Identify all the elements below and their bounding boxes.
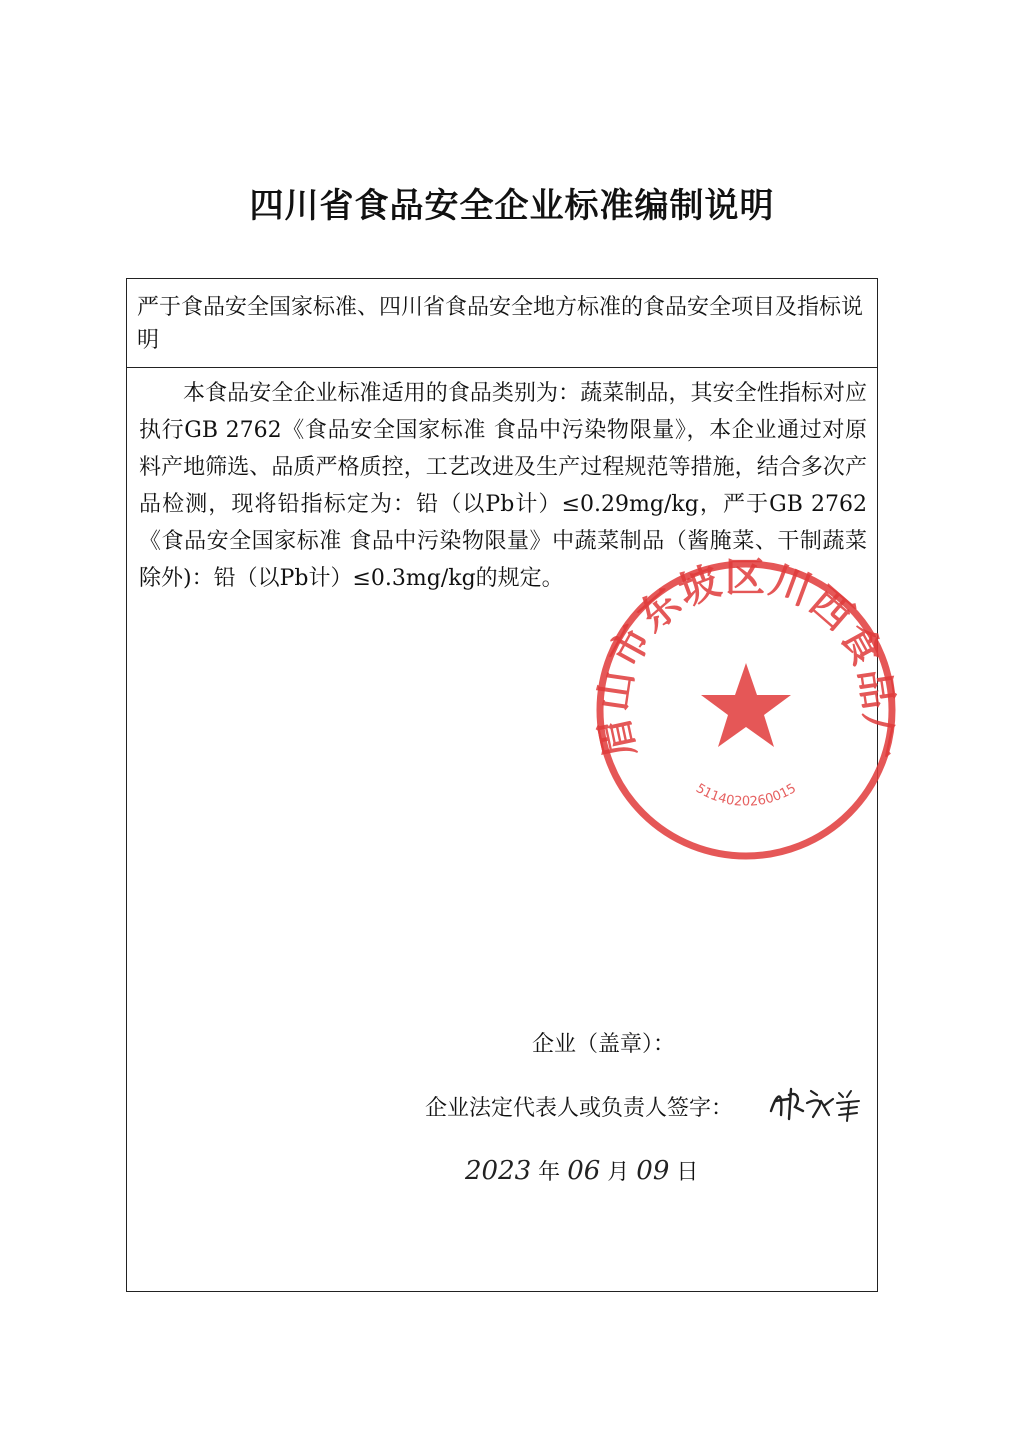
svg-text:5114020260015 (693, 781, 799, 810)
explanation-table (126, 278, 901, 1292)
signing-date (465, 1155, 698, 1186)
explanation-paragraph: 本食品安全企业标准适用的食品类别为：蔬菜制品，其安全性指标对应执行GB 2762《食品安全国家标准 食品中污染物限量》，本企业通过对原料产地筛选、品质严格质控，工艺改进及生产过程规范等措施，结合多次产品检测，现将铅指标定为：铅（以Pb计）≤0.29mg/kg，严于GB 2762《食品安全国家标准 食品中污染物限量》中蔬菜制品（酱腌菜、干制蔬菜除外)：铅（以Pb计）≤0.3mg/kg的规定。 (139, 381, 867, 591)
table-header-cell: 严于食品安全国家标准、四川省食品安全地方标准的食品安全项目及指标说明 (127, 279, 877, 368)
seal-number: 5114020260015 (693, 781, 799, 810)
date-month: 06 (567, 1156, 601, 1186)
company-seal-stamp (591, 555, 901, 865)
date-month-char: 月 (607, 1160, 630, 1185)
date-day-char: 日 (676, 1160, 699, 1185)
date-year-char: 年 (538, 1160, 561, 1185)
date-day: 09 (636, 1156, 670, 1186)
seal-star-icon (701, 663, 791, 747)
date-year: 2023 (465, 1156, 532, 1186)
handwritten-signature (767, 1081, 863, 1125)
seal-text: 眉山市东坡区川西食品厂 (591, 555, 901, 762)
company-seal-label: 企业（盖章）： (532, 1032, 676, 1057)
svg-text:眉山市东坡区川西食品厂 (591, 555, 901, 762)
document-title: 四川省食品安全企业标准编制说明 (249, 186, 775, 226)
representative-signature-label: 企业法定代表人或负责人签字： (425, 1096, 734, 1121)
